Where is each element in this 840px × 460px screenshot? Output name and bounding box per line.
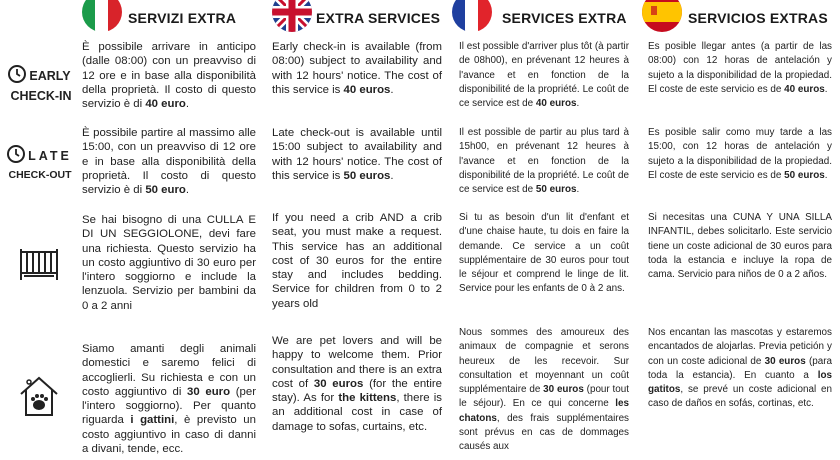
spanish-early-text: Es posible llegar antes (a partir de las 08:00) con 12 horas de antelación y sujeto a la disponibilidad de la propiedad. El coste de este servicio es de 40 euros.	[648, 41, 832, 95]
french-late-text: Il est possible de partir au plus tard à 15h00, en prévenant 12 heures à l'avance et en fonction de la disponibilité de la propriété. Le coût de ce service est de 50 euros.	[459, 127, 629, 196]
english-late-text: Late check-out is available until 15:00 subject to availability and with 12 hours' notice. The cost of this service is 50 euros.	[272, 127, 442, 182]
italian-crib-text: Se hai bisogno di una CULLA E DI UN SEGGIOLONE, devi fare una richiesta. Questo servizio ha un costo aggiuntivo di 30 euro per l'intero soggiorno e include la lenzuola. Servizio per bambini da 0 a 2 anni	[82, 214, 256, 312]
early-label-line1: EARLY	[29, 69, 71, 83]
uk-flag-icon	[272, 0, 312, 32]
clock-icon	[7, 64, 27, 89]
side-early-checkin	[4, 64, 74, 104]
spanish-late-text: Es posible salir como muy tarde a las 15:00, con 12 horas de antelación y sujeto a la disponibilidad de la propiedad. El coste de este servicio es de 50 euros.	[648, 127, 832, 181]
header-french	[452, 0, 627, 36]
header-title: EXTRA SERVICES	[316, 10, 441, 26]
france-flag-icon	[452, 0, 492, 32]
late-label-line2: CHECK-OUT	[8, 169, 72, 181]
clock-icon	[6, 144, 26, 169]
italian-late-text: È possibile partire al massimo alle 15:00, con un preavviso di 12 ore e in base alla disponibilità della proprietà. Il costo di questo servizio è di 50 euro.	[82, 127, 256, 197]
header-title: SERVICES EXTRA	[502, 10, 627, 26]
english-early-text: Early check-in is available (from 08:00) subject to availability and with 12 hours' notice. The cost of this service is 40 euros.	[272, 41, 442, 96]
spain-flag-icon	[642, 0, 682, 32]
english-pets-text: We are pet lovers and will be happy to welcome them. Prior consultation and there is an extra cost of 30 euros (for the entire stay). As for the kittens, there is an additional cost in case of damage to sofas, curtains, etc.	[272, 335, 443, 433]
header-spanish	[642, 0, 828, 36]
header-title: SERVICIOS EXTRAS	[688, 10, 828, 26]
header-italian	[82, 0, 236, 36]
french-early-text: Il est possible d'arriver plus tôt (à partir de 08h00), en prévenant 12 heures à l'avance et en fonction de la disponibilité de la propriété. Le coût de ce service est de 40 euros.	[459, 41, 629, 110]
side-crib	[4, 246, 74, 287]
crib-icon	[18, 246, 60, 287]
header-english	[272, 0, 440, 36]
italy-flag-icon	[82, 0, 122, 32]
english-crib-text: If you need a crib AND a crib seat, you must make a request. This service has an additional cost of 30 euros for the entire stay and includes bedding. Service for children from 0 to 2 years old	[272, 212, 442, 310]
italian-early-text: È possibile arrivare in anticipo (dalle 08:00) con un preavviso di 12 ore e in base alla disponibilità della proprietà. Il costo di questo servizio è di 40 euro.	[82, 41, 256, 111]
side-late-checkout	[4, 144, 74, 182]
french-crib-text: Si tu as besoin d'un lit d'enfant et d'une chaise haute, tu dois en faire la demande. Ce service a un coût supplémentaire de 30 euros pour tout le séjour et comprend le linge de lit. Service pour les enfants de 0 à 2 ans.	[459, 212, 629, 295]
header-title: SERVIZI EXTRA	[128, 10, 237, 26]
side-pets	[4, 374, 74, 423]
spanish-pets-text: Nos encantan las mascotas y estaremos encantados de alojarlas. Previa petición y con un coste adicional de 30 euros (para toda la estancia). En cuanto a los gatitos, se prevé un coste adicional en caso de daños en sofás, cortinas, etc.	[648, 327, 832, 410]
italian-pets-text: Siamo amanti degli animali domestici e saremo felici di accoglierli. Su richiesta e con un costo aggiuntivo di 30 euro (per l'intero soggiorno). Per quanto riguarda i gattini, è previsto un costo aggiuntivo in caso di danni a divani, tende, ecc.	[82, 343, 256, 456]
pet-house-icon	[18, 374, 60, 423]
late-label-line1: LATE	[28, 149, 72, 163]
early-label-line2: CHECK-IN	[10, 89, 72, 103]
french-pets-text: Nous sommes des amoureux des animaux de compagnie et serons heureux de les recevoir. Sur consultation et moyennant un coût supplémentaire de 30 euros (pour tout le séjour). En ce qui concerne les chatons, des frais supplémentaires sont prévus en cas de dommages causés aux	[459, 327, 629, 453]
spanish-crib-text: Si necesitas una CUNA Y UNA SILLA INFANTIL, debes solicitarlo. Este servicio tiene un coste adicional de 30 euros para toda la estancia e incluye la ropa de cama. Servicio para niños de 0 a 2 años.	[648, 212, 832, 281]
